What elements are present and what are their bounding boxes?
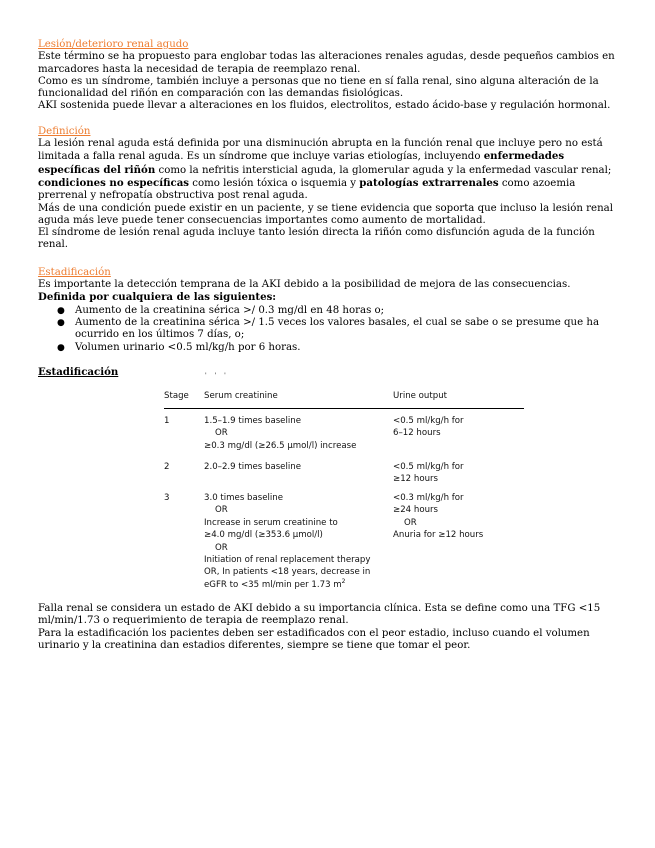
bold-run: Definida por cualquiera de las siguientes: xyxy=(38,291,277,304)
list-item xyxy=(57,305,623,317)
urine-cell xyxy=(393,461,523,486)
bold-run: condiciones no específicas xyxy=(38,176,190,189)
cell-line xyxy=(204,579,389,591)
heading-lesion: Lesión/deterioro renal agudo xyxy=(38,39,189,50)
stage-cell: 3 xyxy=(164,493,170,503)
table-marks: ' ' ' xyxy=(205,372,229,379)
stage-cell: 2 xyxy=(164,462,170,472)
list-item-text: Aumento de la creatinina sérica >/ 1.5 veces los valores basales, el cual se sabe o se presume que ha ocurrido en los últimos 7 días, o; xyxy=(75,316,600,341)
paragraph: Falla renal se considera un estado de AKI debido a su importancia clínica. Esta se define como una TFG <15 ml/min/1.73 o requerimiento de terapia de reemplazo renal. xyxy=(38,603,601,627)
header-serum-creatinine: Serum creatinine xyxy=(204,391,278,401)
cell-line: 1.5–1.9 times baseline xyxy=(204,416,301,426)
cell-line: 2.0–2.9 times baseline xyxy=(204,462,301,472)
paragraph: Como es un síndrome, también incluye a personas que no tiene en sí falla renal, sino alguna alteración de la funcionalidad del riñón en comparación con las demandas fisiológicas. xyxy=(38,75,599,100)
cell-line: 6–12 hours xyxy=(393,428,441,439)
cell-line: Initiation of renal replacement therapy xyxy=(204,555,371,566)
stage-cell: 1 xyxy=(164,416,170,426)
heading-definicion: Definición xyxy=(38,125,91,137)
paragraph-definition xyxy=(38,138,623,202)
text-run: como azoemia prerrenal y nefropatía obstructiva post renal aguda. xyxy=(38,177,576,202)
superscript: 2 xyxy=(341,577,346,585)
cell-text: eGFR to <35 ml/min per 1.73 m xyxy=(204,579,342,590)
serum-cell xyxy=(204,492,389,591)
document-body xyxy=(38,39,623,354)
bold-run: patologías extrarrenales xyxy=(359,176,499,189)
paragraph: Este término se ha propuesto para englobar todas las alteraciones renales agudas, desde pequeños cambios en marcadores hasta la necesidad de terapia de reemplazo renal. xyxy=(38,51,615,75)
staging-section xyxy=(38,366,623,596)
serum-cell xyxy=(204,461,389,473)
bullet-icon: ● xyxy=(57,342,65,353)
bold-run: enfermedades específicas del riñón xyxy=(38,150,565,176)
cell-line: 3.0 times baseline xyxy=(204,493,284,503)
criteria-list xyxy=(38,305,623,354)
paragraph: Para la estadificación los pacientes deben ser estadificados con el peor estadio, incluso cuando el volumen urinario y la creatinina dan estadios diferentes, siempre se tiene que tomar el peor. xyxy=(38,627,590,651)
text-run: La lesión renal aguda está definida por una disminución abrupta en la función renal que incluye pero no está limitada a falla renal aguda. Es un síndrome que incluye varias etiologías, incluyendo xyxy=(38,138,603,163)
closing-text xyxy=(38,603,623,652)
paragraph: El síndrome de lesión renal aguda incluye tanto lesión directa la riñón como disfunción aguda de la función renal. xyxy=(38,227,595,251)
cell-line: <0.5 ml/kg/h for xyxy=(393,462,464,472)
heading-estadificacion: Estadificación xyxy=(38,266,111,278)
header-stage: Stage xyxy=(164,391,189,401)
urine-cell xyxy=(393,492,523,542)
list-item-text: Aumento de la creatinina sérica >/ 0.3 mg/dl en 48 horas o; xyxy=(75,304,385,316)
paragraph: AKI sostenida puede llevar a alteraciones en los fluidos, electrolitos, estado ácido-base y regulación hormonal. xyxy=(38,100,611,112)
cell-line: Increase in serum creatinine to xyxy=(204,517,338,528)
cell-line: OR xyxy=(215,542,228,553)
text-run: como la nefritis intersticial aguda, la glomerular aguda y la enfermedad vascular renal; xyxy=(155,164,612,176)
table-title: Estadificación xyxy=(38,366,119,378)
urine-cell xyxy=(393,415,523,440)
list-item-text: Volumen urinario <0.5 ml/kg/h por 6 horas. xyxy=(75,341,301,353)
cell-line: Anuria for ≥12 hours xyxy=(393,530,484,541)
cell-line: OR xyxy=(404,517,417,528)
cell-line: <0.5 ml/kg/h for xyxy=(393,416,464,426)
list-item xyxy=(57,342,623,354)
cell-line: ≥24 hours xyxy=(393,505,439,516)
bullet-icon: ● xyxy=(57,305,65,316)
bold-line xyxy=(38,291,623,304)
text-run: como lesión tóxica o isquemia y xyxy=(189,177,360,189)
bullet-icon: ● xyxy=(57,317,65,328)
header-urine-output: Urine output xyxy=(393,391,448,401)
table-header xyxy=(164,390,524,409)
cell-line: OR xyxy=(215,505,228,516)
cell-line: ≥12 hours xyxy=(393,474,439,485)
paragraph: Es importante la detección temprana de la AKI debido a la posibilidad de mejora de las consecuencias. xyxy=(38,279,571,291)
cell-line: OR xyxy=(215,428,228,439)
cell-line: OR, In patients <18 years, decrease in xyxy=(204,567,371,578)
paragraph: Más de una condición puede existir en un paciente, y se tiene evidencia que soporta que incluso la lesión renal aguda más leve puede tener consecuencias importantes como aumento de mortalidad. xyxy=(38,202,613,226)
cell-line: ≥4.0 mg/dl (≥353.6 μmol/l) xyxy=(204,530,323,541)
serum-cell xyxy=(204,415,389,452)
cell-line: ≥0.3 mg/dl (≥26.5 μmol/l) increase xyxy=(204,440,357,451)
cell-line: <0.3 ml/kg/h for xyxy=(393,493,464,503)
list-item xyxy=(57,317,623,342)
